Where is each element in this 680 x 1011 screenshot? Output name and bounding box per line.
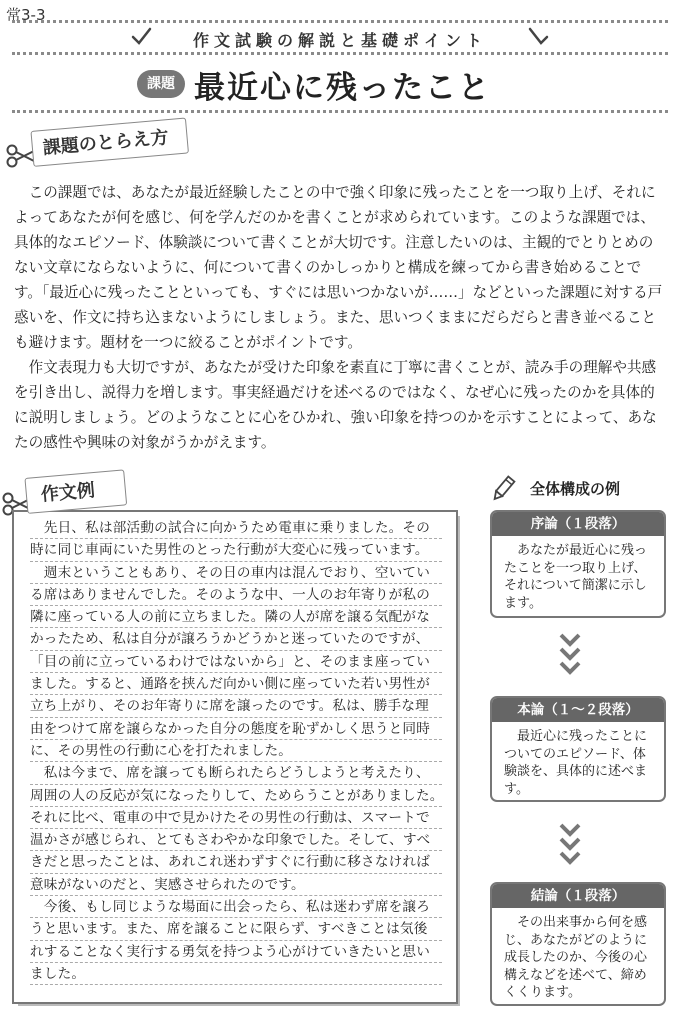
essay-line: る席はありませんでした。そのような中、一人のお年寄りが私の bbox=[30, 584, 442, 606]
top-divider bbox=[12, 20, 668, 23]
essay-line: きだと思ったことは、あれこれ迷わずすぐに行動に移さなければ bbox=[30, 851, 442, 873]
card-body: その出来事から何を感じ、あなたがどのように成長したのか、今後の心構えなどを述べて、締めくくります。 bbox=[504, 915, 648, 1001]
essay-line: 温かさが感じられ、とてもさわやかな印象でした。そして、すべ bbox=[30, 829, 442, 851]
essay-line: に、その男性の行動に心を打たれました。 bbox=[30, 740, 442, 762]
essay-line: 今後、もし同じような場面に出会ったら、私は迷わず席を譲ろ bbox=[30, 896, 442, 918]
intro-paragraph: 作文表現力も大切ですが、あなたが受けた印象を素直に丁寧に書くことが、読み手の理解や共感を引き出し、説得力を増します。事実経過だけを述べるのではなく、なぜ心に残ったのかを具体的に説明しましょう。どのようなことに心をひかれ、強い印象を持つのかを示すことによって、あなたの感性や興味の対象がうかがえます。 bbox=[14, 359, 657, 451]
card-heading: 序論（１段落） bbox=[492, 512, 664, 536]
essay-line: 私は今まで、席を譲っても断られたらどうしようと考えたり、 bbox=[30, 762, 442, 784]
card-heading: 本論（１～２段落） bbox=[492, 698, 664, 722]
section-label: 作文例 bbox=[24, 469, 127, 514]
essay-line: ました。 bbox=[30, 963, 442, 985]
essay-line: れすることなく実行する勇気を持つよう心がけていきたいと思い bbox=[30, 941, 442, 963]
task-badge: 課題 bbox=[137, 70, 185, 98]
essay-line: 時に同じ車両にいた男性のとった行動が大変心に残っています。 bbox=[30, 539, 442, 561]
pencil-icon bbox=[488, 474, 518, 504]
essay-line: 立ち上がり、そのお年寄りに席を譲ったのです。私は、勝手な理 bbox=[30, 695, 442, 717]
essay-line: かったため、私は自分が譲ろうかどうかと迷っていたのですが、 bbox=[30, 628, 442, 650]
section-label: 課題のとらえ方 bbox=[30, 117, 189, 166]
essay-line: それに比べ、電車の中で見かけたその男性の行動は、スマートで bbox=[30, 807, 442, 829]
intro-paragraph: この課題では、あなたが最近経験したことの中で強く印象に残ったことを一つ取り上げ、それによってあなたが何を感じ、何を学んだのかを書くことが求められています。このような課題では、具体的なエピソード、体験談について書くことが大切です。注意したいのは、主観的でとりとめのない文章にならないように、何について書くのかしっかりと構成を練ってから書き始めることです。「最近心に残ったことといっても、すぐには思いつかないが……」などといった課題に対する戸惑いを、作文に持ち込まないようにしましょう。また、思いつくままにだらだらと書き並べることも避けます。題材を一つに絞ることがポイントです。 bbox=[14, 184, 663, 351]
essay-text bbox=[30, 517, 442, 985]
essay-line: うと思います。また、席を譲ることに限らず、すべきことは気後 bbox=[30, 918, 442, 940]
title-divider bbox=[12, 110, 668, 113]
page-code: 常3-3 bbox=[6, 6, 46, 24]
page-subtitle: 作文試験の解説と基礎ポイント bbox=[192, 31, 487, 50]
essay-line: 先日、私は部活動の試合に向かうため電車に乗りました。その bbox=[30, 517, 442, 539]
essay-line: 週末ということもあり、その日の車内は混んでおり、空いてい bbox=[30, 562, 442, 584]
structure-card-conclusion bbox=[490, 882, 666, 1006]
card-body: 最近心に残ったことについてのエピソード、体験談を、具体的に述べます。 bbox=[504, 729, 648, 797]
subtitle-divider bbox=[12, 52, 668, 55]
chevron-down-icon bbox=[558, 822, 582, 868]
structure-card-body bbox=[490, 696, 666, 802]
structure-title: 全体構成の例 bbox=[530, 480, 621, 498]
essay-line: 由をつけて席を譲らなかった自分の態度を恥ずかしく思うと同時 bbox=[30, 718, 442, 740]
structure-card-intro bbox=[490, 510, 666, 618]
check-icon bbox=[528, 25, 550, 47]
essay-line: ました。すると、通路を挟んだ向かい側に座っていた若い男性が bbox=[30, 673, 442, 695]
card-heading: 結論（１段落） bbox=[492, 884, 664, 908]
essay-line: 周囲の人の反応が気になったりして、ためらうことがありました。 bbox=[30, 785, 442, 807]
page-title: 最近心に残ったこと bbox=[194, 70, 491, 106]
essay-line: 隣に座っている人の前に立ちました。隣の人が席を譲る気配がな bbox=[30, 606, 442, 628]
intro-text bbox=[14, 180, 664, 455]
card-body: あなたが最近心に残ったことを一つ取り上げ、それについて簡潔に示します。 bbox=[504, 543, 648, 611]
essay-line: 意味がないのだと、実感させられたのです。 bbox=[30, 874, 442, 896]
essay-line: 「目の前に立っているわけではないから」と、そのまま座ってい bbox=[30, 651, 442, 673]
chevron-down-icon bbox=[558, 632, 582, 678]
